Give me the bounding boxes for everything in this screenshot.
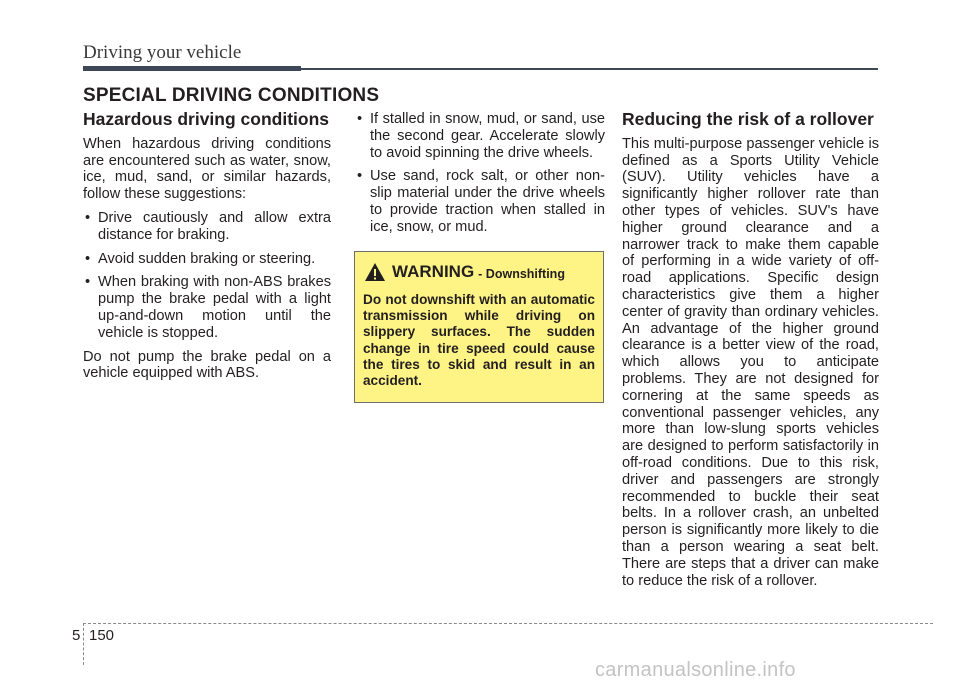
list-item: • Avoid sudden braking or steering. [83,251,331,268]
list-item: • If stalled in snow, mud, or sand, use the second gear. Accelerate slowly to avoid spinning the drive wheels. [355,111,605,161]
warning-header [363,260,595,284]
hazard-closing: Do not pump the brake pedal on a vehicle equipped with ABS. [83,348,331,382]
header-title: Driving your vehicle [83,42,242,63]
left-column [83,111,331,389]
warning-word: WARNING [392,262,475,281]
middle-column [355,111,605,243]
rollover-body: This multi-purpose passenger vehicle is defined as a Sports Utility Vehicle (SUV). Utility vehicles have a significantly higher rollover rate than other types of vehicles. SUV's have higher ground clearance and a narrower track to make them capable of performing in a wide variety of off-road applications. Specific design characteristics give them a higher center of gravity than ordinary vehicles. An advantage of the higher ground clearance is a better view of the road, which allows you to anticipate problems. They are not designed for cornering at the same speeds as conventional passenger vehicles, any more than low-slung sports vehicles are designed to perform satisfactorily in off-road conditions. Due to this risk, driver and passengers are strongly recommended to buckle their seat belts. In a rollover crash, an unbelted person is significantly more likely to die than a person wearing a seat belt. There are steps that a driver can make to reduce the risk of a rollover. [622,135,879,589]
hazard-bullet-list [83,210,331,342]
footer-rule [83,623,933,624]
list-item: • Drive cautiously and allow extra distance for braking. [83,210,331,244]
section-title: SPECIAL DRIVING CONDITIONS [83,85,380,106]
page-number: 150 [89,627,115,644]
warning-subtitle: - Downshifting [478,266,565,281]
list-item: • When braking with non-ABS brakes pump the brake pedal with a light up-and-down motion until the vehicle is stopped. [83,274,331,341]
warning-body: Do not downshift with an automatic transmission while driving on slippery surfaces. The sudden change in tire speed could cause the tires to skid and result in an accident. [363,292,595,389]
hazard-bullet-list-continued [355,111,605,236]
warning-box [354,251,604,403]
warning-triangle-icon [364,262,386,282]
right-column [622,111,879,596]
hazard-heading: Hazardous driving conditions [83,109,329,129]
header-rule-thick [83,66,301,71]
footer-divider [83,623,84,665]
watermark: carmanualsonline.info [595,659,796,681]
hazard-intro: When hazardous driving conditions are encountered such as water, snow, ice, mud, sand, or similar hazards, follow these suggestions: [83,135,331,203]
list-item: • Use sand, rock salt, or other non-slip material under the drive wheels to provide traction when stalled in ice, snow, or mud. [355,168,605,235]
rollover-heading: Reducing the risk of a rollover [622,109,874,129]
header-rule-thin [301,68,878,70]
chapter-number: 5 [72,627,81,644]
